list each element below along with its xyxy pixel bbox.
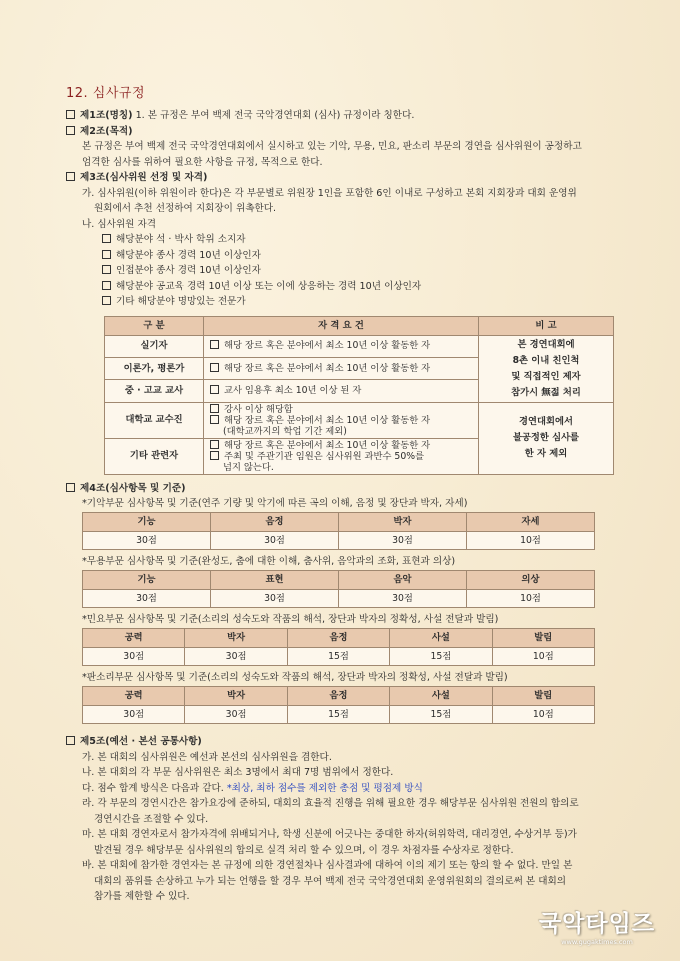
article-5-line: 바. 본 대회에 참가한 경연자는 본 규정에 의한 경연절차나 심사결과에 대하여 이의 제기 또는 항의 할 수 없다. 만일 본 — [82, 860, 573, 871]
article-5-line: 가. 본 대회의 심사위원은 예선과 본선의 심사위원을 겸한다. — [82, 751, 332, 763]
article-5-line: 라. 각 부문의 경연시간은 참가요강에 준하되, 대회의 효율적 진행을 위해 필요한 경우 해당부문 심사위원 전원의 합의로 — [82, 798, 579, 809]
logo-url: www.gugaktimes.com — [561, 938, 633, 946]
qualification-item: 기타 해당분야 명망있는 전문가 — [66, 294, 638, 310]
scoring-method-highlight: *최상, 최하 점수를 제외한 총점 및 평점제 방식 — [226, 782, 423, 794]
checkbox-square-icon — [66, 110, 75, 119]
table-row: 이론가, 평론가 해당 장르 혹은 분야에서 최소 10년 이상 활동한 자 — [105, 357, 614, 379]
table-header: 구 분 — [105, 316, 204, 335]
checkbox-square-icon — [102, 250, 111, 259]
article-4-heading: 제4조(심사항목 및 기준) — [80, 482, 186, 494]
qualification-item: 해당분야 석 · 박사 학위 소지자 — [66, 232, 638, 248]
score-caption: *민요부문 심사항목 및 기준(소리의 성숙도와 작품의 해석, 장단과 박자의 정확성, 사설 전달과 발림) — [82, 614, 499, 625]
checkbox-square-icon — [66, 483, 75, 492]
checkbox-square-icon — [102, 281, 111, 290]
article-3-line: 나. 심사위원 자격 — [82, 218, 157, 230]
score-caption: *판소리부문 심사항목 및 기준(소리의 성숙도와 작품의 해석, 장단과 박자의 정확성, 사설 전달과 발림) — [82, 672, 508, 683]
table-row: 실기자 해당 장르 혹은 분야에서 최소 10년 이상 활동한 자 본 경연대회에 8촌 이내 친인척 및 직접적인 제자 참가시 無젋 처리 — [105, 335, 614, 357]
qualification-item: 해당분야 종사 경력 10년 이상인자 — [66, 248, 638, 264]
article-5-line: 나. 본 대회의 각 부문 심사위원은 최소 3명에서 최대 7명 범위에서 정한다. — [82, 767, 394, 778]
article-5-line: 경연시간을 조절할 수 있다. — [94, 813, 209, 825]
score-caption: *무용부문 심사항목 및 기준(완성도, 춤에 대한 이해, 춤사위, 음악과의 조화, 표현과 의상) — [82, 556, 456, 567]
article-3 — [66, 170, 638, 186]
qualification-table — [104, 316, 614, 475]
article-1-text: 1. 본 규정은 부여 백제 전국 국악경연대회 (심사) 규정이라 칭한다. — [132, 110, 415, 121]
article-5 — [66, 734, 638, 750]
table-row: 대학교 교수진 강사 이상 해당함 해당 장르 혹은 분야에서 최소 10년 이상 활동한 자 (대학교까지의 학업 기간 제외) 경연대회에서 불공정한 심사를 한 자 제외 — [105, 402, 614, 438]
article-2-heading: 제2조(목적) — [80, 125, 133, 137]
qualification-item: 인접분야 종사 경력 10년 이상인자 — [66, 263, 638, 279]
section-title: 12. 심사규정 — [66, 86, 146, 101]
article-3-line: 가. 심사위원(이하 위원이라 한다)은 각 부문별로 위원장 1인을 포함한 6인 이내로 구성하고 본회 지회장과 대회 운영위 — [82, 187, 577, 199]
article-2-line: 엄격한 심사를 위하여 필요한 사항을 규정, 목적으로 한다. — [82, 156, 323, 168]
table-row: 중 · 고교 교사 교사 임용후 최소 10년 이상 된 자 — [105, 380, 614, 402]
article-5-line: 대회의 품위를 손상하고 누가 되는 언행을 할 경우 부여 백제 전국 국악경연대회 운영위원회의 결의로써 본 대회의 — [94, 875, 567, 887]
article-4 — [66, 481, 638, 497]
logo-text: 국악타임즈 — [538, 911, 656, 937]
article-5-line: 발견될 경우 해당부문 심사위원의 합의로 실격 처리 할 수 있으며, 이 경우 차점자를 수상자로 정한다. — [94, 844, 514, 856]
regulation-body — [66, 108, 638, 905]
checkbox-square-icon — [102, 234, 111, 243]
score-table: 기능 음정 박자 자세 30점 30점 30점 10점 — [82, 512, 595, 551]
checkbox-square-icon — [66, 126, 75, 135]
table-header: 자 격 요 건 — [204, 316, 479, 335]
remark-cell: 본 경연대회에 8촌 이내 친인척 및 직접적인 제자 참가시 無젋 처리 — [479, 335, 614, 402]
score-table: 공력 박자 음정 사설 발림 30점 30점 15점 15점 10점 — [82, 628, 595, 667]
article-5-line: 참가를 제한할 수 있다. — [94, 891, 190, 902]
score-table: 공력 박자 음정 사설 발림 30점 30점 15점 15점 10점 — [82, 686, 595, 725]
watermark-logo — [530, 905, 664, 945]
qualification-item: 해당분야 공교육 경력 10년 이상 또는 이에 상응하는 경력 10년 이상인자 — [66, 279, 638, 295]
article-5-line: 다. 점수 합계 방식은 다음과 같다. *최상, 최하 점수를 제외한 총점 및 평점제 방식 — [82, 782, 423, 794]
checkbox-square-icon — [102, 265, 111, 274]
checkbox-square-icon — [66, 172, 75, 181]
article-1 — [66, 108, 638, 124]
article-3-line: 원회에서 추천 선정하여 지회장이 위촉한다. — [94, 203, 277, 214]
checkbox-square-icon — [102, 296, 111, 305]
checkbox-square-icon — [66, 736, 75, 745]
article-5-heading: 제5조(예선 · 본선 공통사항) — [80, 736, 202, 747]
article-2 — [66, 124, 638, 140]
table-row: 기타 관련자 해당 장르 혹은 분야에서 최소 10년 이상 활동한 자 주최 및 주관기관 임원은 심사위원 과반수 50%를 넘지 않는다. — [105, 438, 614, 474]
score-table: 기능 표현 음악 의상 30점 30점 30점 10점 — [82, 570, 595, 609]
table-header: 비 고 — [479, 316, 614, 335]
article-1-heading: 제1조(명칭) — [80, 110, 133, 121]
score-caption: *기악부문 심사항목 및 기준(연주 기량 및 악기에 따른 곡의 이해, 음정 및 장단과 박자, 자세) — [82, 498, 468, 509]
article-5-line: 마. 본 대회 경연자로서 참가자격에 위배되거나, 학생 신분에 어긋나는 중대한 하자(허위학력, 대리경연, 수상거부 등)가 — [82, 829, 577, 840]
article-2-line: 본 규정은 부여 백제 전국 국악경연대회에서 실시하고 있는 기악, 무용, 민요, 판소리 부문의 경연을 심사위원이 공정하고 — [82, 141, 582, 152]
article-3-heading: 제3조(심사위원 선정 및 자격) — [80, 172, 208, 183]
remark-cell: 경연대회에서 불공정한 심사를 한 자 제외 — [479, 402, 614, 474]
